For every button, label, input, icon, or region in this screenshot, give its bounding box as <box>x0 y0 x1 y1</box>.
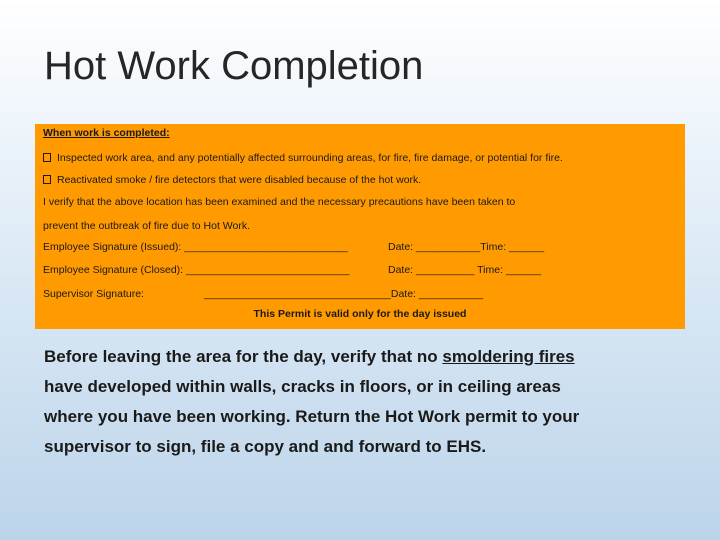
verification-statement-line-1: I verify that the above location has been examined and the necessary precautions have been taken to <box>43 196 516 208</box>
closed-signature-field[interactable]: Employee Signature (Closed): ____________________________ <box>43 264 350 276</box>
issued-signature-field[interactable]: Employee Signature (Issued): ____________________________ <box>43 241 348 253</box>
checkbox-icon[interactable] <box>43 175 51 184</box>
supervisor-signature-date-field[interactable]: ________________________________Date: ___________ <box>204 288 484 300</box>
checkbox-icon[interactable] <box>43 153 51 162</box>
checklist-item-label: Inspected work area, and any potentially affected surrounding areas, for fire, fire damage, or potential for fire. <box>57 152 563 164</box>
closed-date-time-field[interactable]: Date: __________ Time: ______ <box>388 264 541 276</box>
hot-work-permit-form <box>35 124 685 329</box>
closing-instructions <box>44 342 584 462</box>
checklist-item-inspected[interactable] <box>43 152 563 165</box>
checklist-item-reactivated[interactable] <box>43 174 421 187</box>
slide-title: Hot Work Completion <box>44 44 424 88</box>
instructions-text-end: have developed within walls, cracks in floors, or in ceiling areas where you have been working. Return the Hot Work permit to your supervisor to sign, file a copy and and forward to EHS. <box>44 377 580 456</box>
verification-statement-line-2: prevent the outbreak of fire due to Hot Work. <box>43 220 251 232</box>
permit-validity-note: This Permit is valid only for the day issued <box>253 308 467 320</box>
instructions-underlined-text: smoldering fires <box>442 347 575 366</box>
issued-date-time-field[interactable]: Date: ___________Time: ______ <box>388 241 545 253</box>
supervisor-signature-label: Supervisor Signature: <box>43 288 144 300</box>
completion-heading: When work is completed: <box>43 127 170 139</box>
checklist-item-label: Reactivated smoke / fire detectors that were disabled because of the hot work. <box>57 174 422 186</box>
instructions-text-start: Before leaving the area for the day, verify that no <box>44 347 443 366</box>
